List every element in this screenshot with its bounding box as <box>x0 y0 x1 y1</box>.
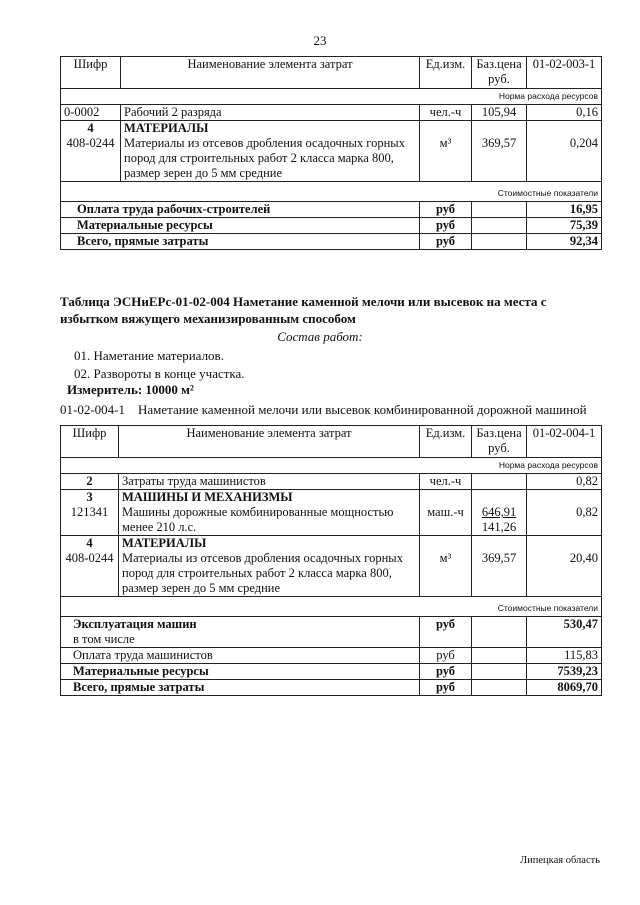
summary-row: Оплата труда рабочих-строителей руб 16,95 <box>61 202 602 218</box>
summary-row: Всего, прямые затраты руб 8069,70 <box>61 680 602 696</box>
header-unit: Ед.изм. <box>420 426 472 458</box>
header-code: Шифр <box>61 57 121 89</box>
table-header <box>61 426 602 458</box>
header-price: Баз.цена руб. <box>472 426 527 458</box>
page-number: 23 <box>313 33 327 48</box>
summary-row: Материальные ресурсы руб 75,39 <box>61 218 602 234</box>
summary-row: Эксплуатация машин в том числе руб 530,47 <box>61 617 602 648</box>
header-name: Наименование элемента затрат <box>121 57 420 89</box>
table-header <box>61 57 602 89</box>
header-unit: Ед.изм. <box>420 57 472 89</box>
cost-table-1 <box>60 56 602 250</box>
table-row: 0-0002 Рабочий 2 разряда чел.-ч 105,94 0,16 <box>61 105 602 121</box>
cost-table-2 <box>60 425 602 696</box>
footer-region: Липецкая область <box>520 855 600 866</box>
section-title: МАШИНЫ И МЕХАНИЗМЫ <box>122 490 293 504</box>
summary-row: Оплата труда машинистов руб 115,83 <box>61 648 602 664</box>
header-code: Шифр <box>61 426 119 458</box>
table-title: Таблица ЭСНиЕРс-01-02-004 Наметание каменной мелочи или высевок на места с избытком вяжущего механизированным способом <box>60 294 547 326</box>
meter: Измеритель: 10000 м² <box>67 382 194 397</box>
section-resources: Норма расхода ресурсов <box>61 89 602 105</box>
section-costs: Стоимостные показатели <box>61 597 602 617</box>
header-norm: 01-02-003-1 <box>527 57 602 89</box>
table-row: 2 Затраты труда машинистов чел.-ч 0,82 <box>61 474 602 490</box>
summary-row: Всего, прямые затраты руб 92,34 <box>61 234 602 250</box>
section-title: МАТЕРИАЛЫ <box>124 121 209 135</box>
work-item: 01. Наметание материалов. <box>74 348 224 363</box>
table-row: 3 121341 МАШИНЫ И МЕХАНИЗМЫ Машины дорожные комбинированные мощностью менее 210 л.с. маш.-ч 646,91 141,26 0,82 <box>61 490 602 536</box>
header-price: Баз.цена руб. <box>472 57 527 89</box>
table-row: 4 408-0244 МАТЕРИАЛЫ Материалы из отсевов дробления осадочных горных пород для строительных работ 2 класса марка 800, размер зерен до 5 мм средние м³ 369,57 20,40 <box>61 536 602 597</box>
header-norm: 01-02-004-1 <box>527 426 602 458</box>
section-costs: Стоимостные показатели <box>61 182 602 202</box>
works-title: Состав работ: <box>277 329 363 344</box>
section-title: МАТЕРИАЛЫ <box>122 536 207 550</box>
subtitle: 01-02-004-1 Наметание каменной мелочи или высевок комбинированной дорожной машиной <box>60 402 587 417</box>
table-row: 4 408-0244 МАТЕРИАЛЫ Материалы из отсевов дробления осадочных горных пород для строительных работ 2 класса марка 800, размер зерен до 5 мм средние м³ 369,57 0,204 <box>61 121 602 182</box>
summary-row: Материальные ресурсы руб 7539,23 <box>61 664 602 680</box>
section-resources: Норма расхода ресурсов <box>61 458 602 474</box>
work-item: 02. Развороты в конце участка. <box>74 366 245 381</box>
header-name: Наименование элемента затрат <box>119 426 420 458</box>
